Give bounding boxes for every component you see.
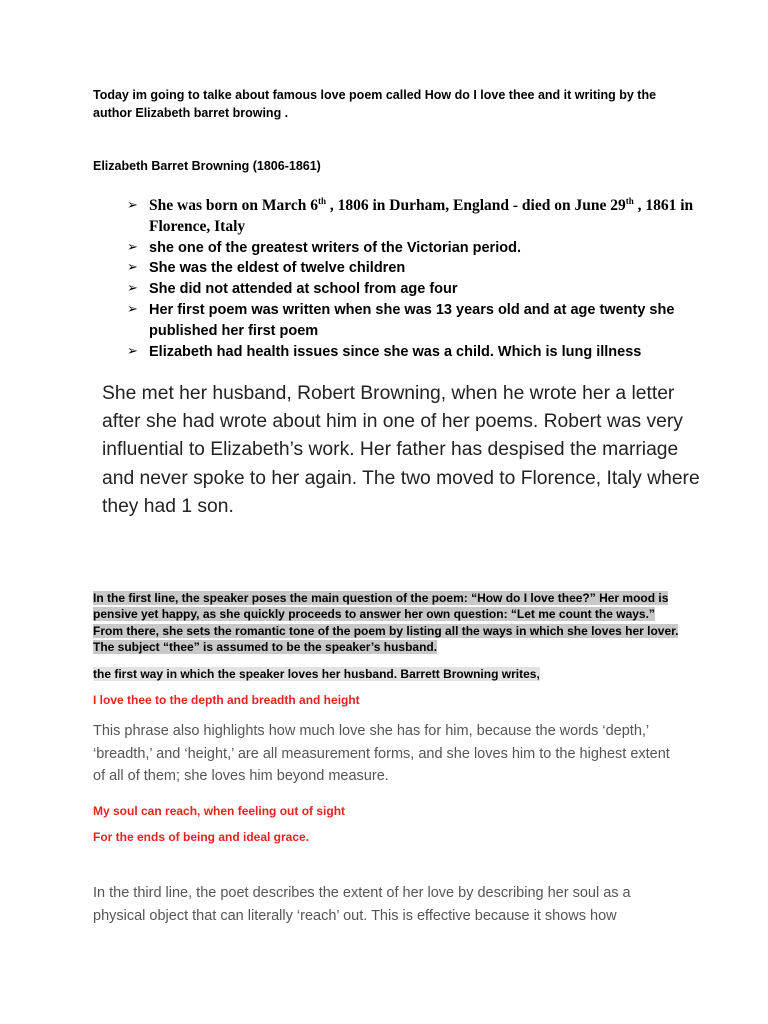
born-sup2: th: [625, 195, 634, 206]
fact-text: Her first poem was written when she was 13 years old and at age twenty she published her first poem: [149, 301, 675, 339]
poem-quote-1: I love thee to the depth and breadth and height: [93, 693, 360, 707]
fact-text: Elizabeth had health issues since she was a child. Which is lung illness: [149, 343, 642, 360]
analysis-paragraph: [93, 590, 683, 656]
born-text-part1: She was born on March 6: [149, 197, 318, 214]
poem-quote-3: For the ends of being and ideal grace.: [93, 830, 310, 844]
intro-text: Today im going to talke about famous love poem called How do I love thee and it writing by the author Elizabeth barret browing .: [93, 88, 657, 120]
first-way-highlight: the first way in which the speaker loves her husband. Barrett Browning writes,: [93, 667, 540, 681]
list-item: [127, 258, 717, 279]
born-text-part3: , 1861 in Florence, Italy: [149, 197, 694, 235]
fact-text: She did not attended at school from age four: [149, 281, 458, 298]
poem-quote-2: My soul can reach, when feeling out of sight: [93, 804, 346, 818]
list-item: [127, 196, 717, 238]
born-sup1: th: [317, 195, 326, 206]
first-way-text: [93, 665, 683, 683]
list-item: [127, 342, 717, 363]
measure-paragraph: This phrase also highlights how much love she has for him, because the words ‘depth,’ ‘breadth,’ and ‘height,’ are all measurement forms, and she loves him to the highest extent of all of them; she loves him beyond measure.: [93, 723, 670, 784]
arrow-bullet-icon: ➢: [127, 198, 138, 213]
list-item: [127, 279, 717, 300]
arrow-bullet-icon: ➢: [127, 281, 138, 297]
arrow-bullet-icon: ➢: [127, 301, 138, 317]
facts-list: [127, 196, 717, 362]
list-item: [127, 238, 717, 259]
born-text-part2: , 1806 in Durham, England - died on June 29: [325, 197, 626, 214]
fact-text: She was the eldest of twelve children: [149, 260, 406, 277]
bio-heading: Elizabeth Barret Browning (1806-1861): [93, 159, 321, 173]
arrow-bullet-icon: ➢: [127, 343, 138, 359]
arrow-bullet-icon: ➢: [127, 260, 138, 276]
fact-text: she one of the greatest writers of the Victorian period.: [149, 239, 521, 256]
third-line-paragraph: In the third line, the poet describes the extent of her love by describing her soul as a physical object that can literally ‘reach’ out. This is effective because it shows how: [93, 885, 631, 924]
husband-paragraph: She met her husband, Robert Browning, when he wrote her a letter after she had wrote about him in one of her poems. Robert was very influential to Elizabeth’s work. Her father has despised the marriage and never spoke to her again. The two moved to Florence, Italy where they had 1 son.: [102, 383, 700, 517]
arrow-bullet-icon: ➢: [127, 239, 138, 255]
highlighted-text: In the first line, the speaker poses the main question of the poem: “How do I love thee?” Her mood is pensive yet happy, as she quickly proceeds to answer her own question: “Let me count the ways.” From there, she sets the romantic tone of the poem by listing all the ways in which she loves her lover. The subject “thee” is assumed to be the speaker’s husband.: [93, 591, 679, 655]
list-item: [127, 300, 717, 342]
